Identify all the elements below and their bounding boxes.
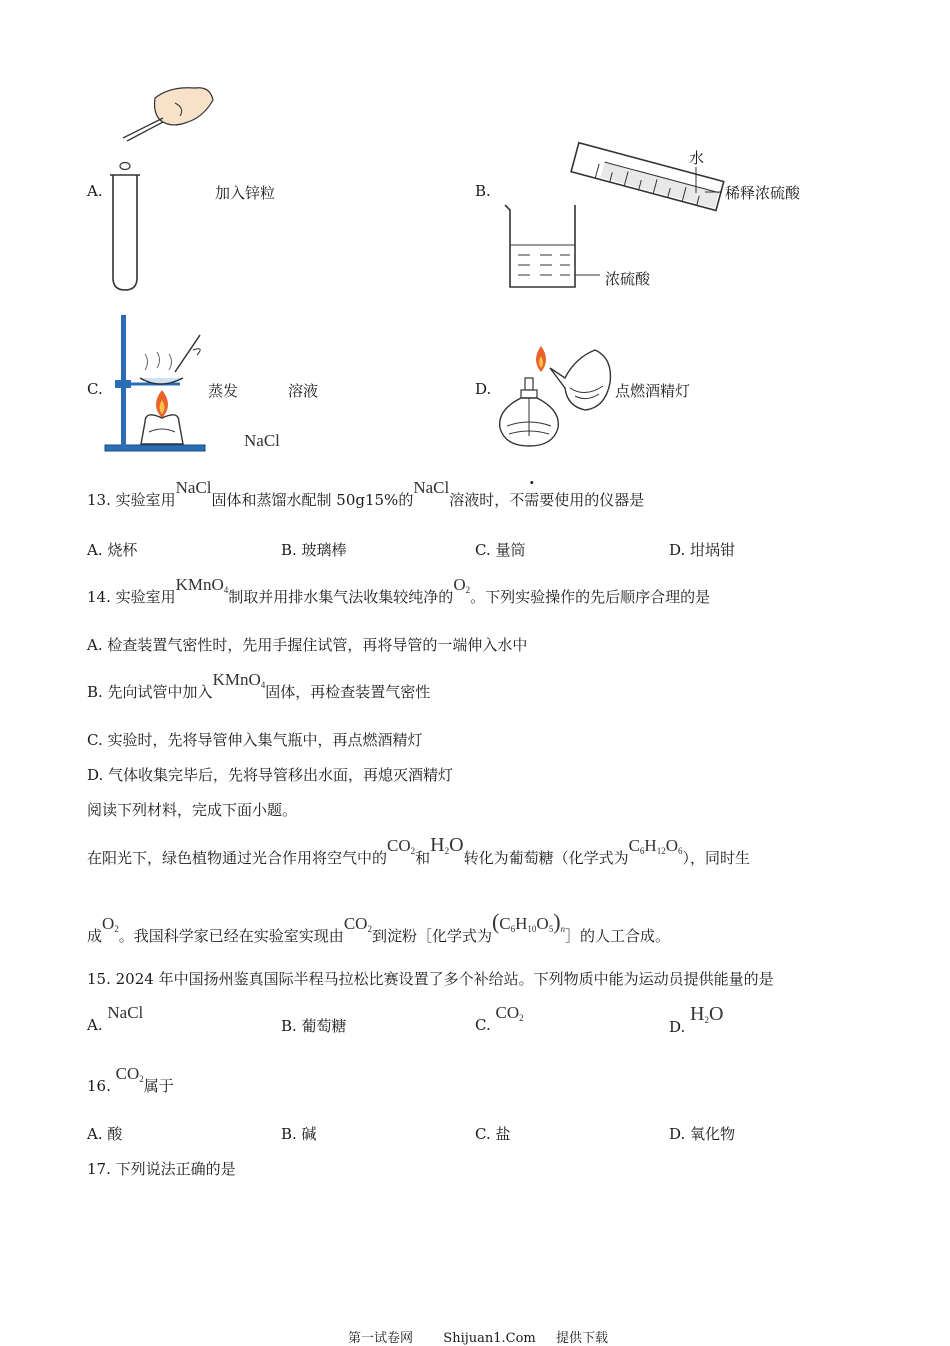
option-letter: A. [87,182,103,200]
q15-option-a[interactable]: A. NaCl [87,1003,144,1034]
material-paragraph-2: 成$O_2$。我国科学家已经在实验室实现由$CO_2$到淀粉［化学式为$(C_6H_{10}O_5)_n]$的人工合成。 [87,909,671,945]
q13-emphasis: 不需要 [509,491,555,509]
option-letter: D. [475,380,492,398]
option-letter: B. [475,182,491,200]
q13-option-a[interactable]: A. 烧杯 [87,541,138,559]
test-tube-icon [105,160,145,295]
q14-option-b[interactable]: B. 先向试管中加入KMnO$_4$固体，再检查装置气密性 [87,670,431,701]
option-letter: C. [87,380,103,398]
q16-option-d[interactable]: D. 氧化物 [669,1125,736,1143]
q14-option-a[interactable]: A. 检查装置气密性时，先用手握住试管，再将导管的一端伸入水中 [87,636,528,654]
label-dilute: 稀释浓硫酸 [725,184,801,202]
option-caption: 点燃酒精灯 [615,382,691,400]
footer-site-cn: 第一试卷网 [348,1331,414,1346]
footer-action: 提供下载 [556,1331,609,1346]
tweezers-hand-icon [115,78,225,148]
q16-formula: $CO_2$ [115,1064,144,1084]
evaporation-apparatus-icon [105,310,215,455]
caption-formula: NaCl [244,431,280,450]
label-water: 水 [689,149,705,167]
q17-stem: 17. 下列说法正确的是 [87,1160,236,1178]
q16-option-a[interactable]: A. 酸 [87,1125,123,1143]
q14-suffix: 。下列实验操作的先后顺序合理的是 [470,588,711,606]
q13-option-b[interactable]: B. 玻璃棒 [281,541,347,559]
q14-option-d[interactable]: D. 气体收集完毕后，先将导管移出水面，再熄灭酒精灯 [87,766,454,784]
q13-prefix: 13. 实验室用 [87,491,176,509]
caption-evaporate: 蒸发 [208,382,239,400]
material-intro: 阅读下列材料，完成下面小题。 [87,801,298,819]
q16-suffix: 属于 [143,1077,174,1095]
page-footer [348,1327,608,1346]
option-caption: 加入锌粒 [215,184,276,202]
alcohol-lamp-icon [495,338,615,458]
q14-prefix: 14. 实验室用 [87,588,176,606]
material-paragraph-1: 在阳光下，绿色植物通过光合作用将空气中的$CO_2$和$H_2O$转化为葡萄糖（化学式为$C_6H_{12}O_6$），同时生 [87,834,750,867]
q13-mid: 固体和蒸馏水配制 50g15%的 [211,491,414,509]
q16-number: 16. [87,1077,111,1095]
q16-option-b[interactable]: B. 碱 [281,1125,317,1143]
caption-solution: 溶液 [288,382,319,400]
q13-suffix-b: 使用的仪器是 [554,491,645,509]
q14-option-c[interactable]: C. 实验时，先将导管伸入集气瓶中，再点燃酒精灯 [87,731,423,749]
label-acid: 浓硫酸 [605,270,651,288]
q15-option-d[interactable]: D. $H_2O$ [669,1003,724,1036]
q14-optb-formula: KMnO$_4$ [212,670,266,690]
q15-option-b[interactable]: B. 葡萄糖 [281,1017,347,1035]
q15-stem: 15. 2024 年中国扬州鉴真国际半程马拉松比赛设置了多个补给站。下列物质中能为运动员提供能量的是 [87,970,774,988]
q13-option-c[interactable]: C. 量筒 [475,541,526,559]
q13-formula-nacl-2: NaCl [413,478,450,497]
q14-formula-o2: $O_2$ [453,575,471,595]
q13-formula-nacl: NaCl [175,478,212,497]
q15-option-c[interactable]: C. $CO_2$ [475,1003,524,1034]
q13-option-d[interactable]: D. 坩埚钳 [669,541,736,559]
q13-suffix-a: 溶液时， [449,491,510,509]
q14-formula-kmno4: KMnO$_4$ [175,575,229,595]
q16-option-c[interactable]: C. 盐 [475,1125,511,1143]
q14-mid: 制取并用排水集气法收集较纯净的 [228,588,454,606]
footer-site-en: Shijuan1.Com [443,1331,536,1346]
